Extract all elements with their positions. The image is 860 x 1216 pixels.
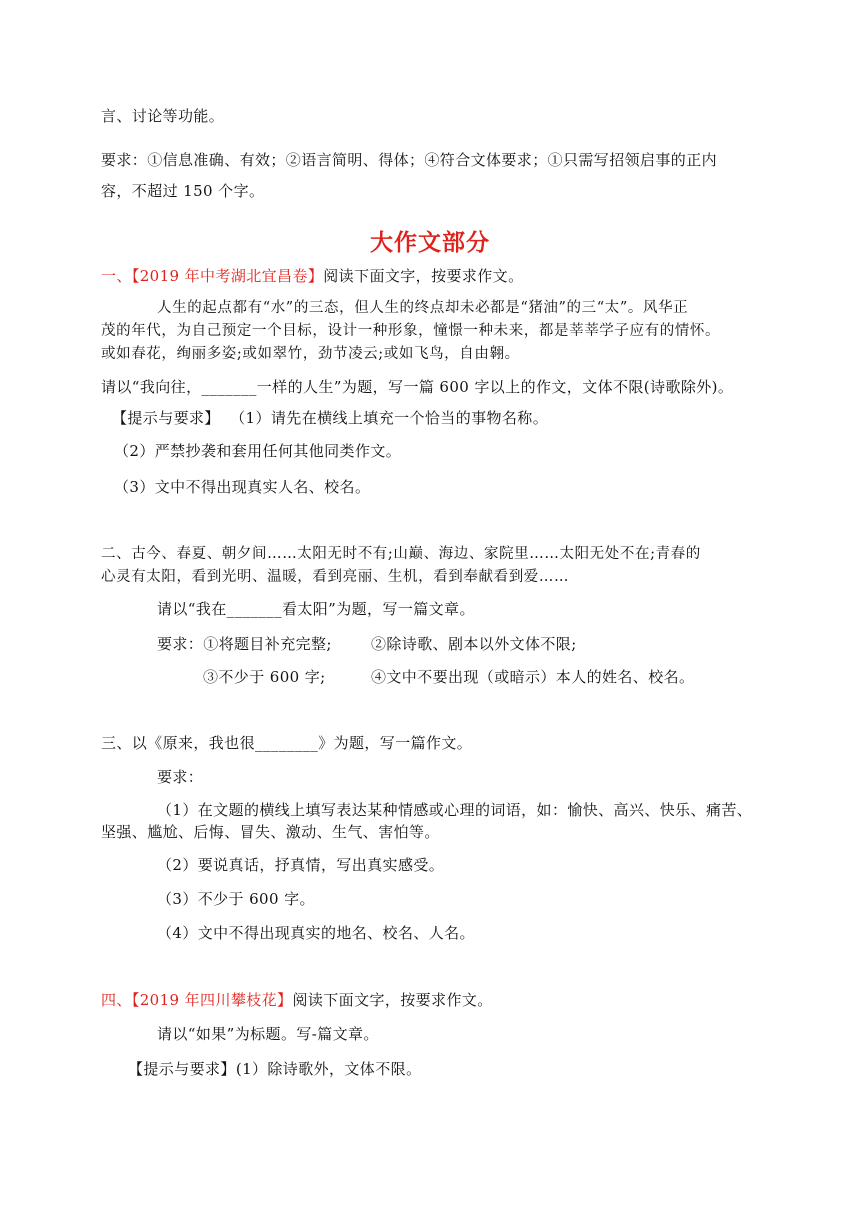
q2-material-line-1: 二、古今、春夏、朝夕间……太阳无时不有;山巅、海边、家院里……太阳无处不在;青春的	[101, 546, 701, 562]
q2-prompt: 请以“我在_______看太阳”为题，写一篇文章。	[157, 600, 475, 618]
q1-instruction: 阅读下面文字，按要求作文。	[323, 267, 524, 285]
q4-number: 四、	[101, 991, 132, 1009]
q4-tips	[128, 1059, 421, 1079]
q1-tip-3: （3）文中不得出现真实人名、校名。	[114, 478, 371, 496]
q3-req-1-line-2: 坚强、尴尬、后悔、冒失、激动、生气、害怕等。	[101, 823, 440, 841]
q1-source: 【2019 年中考湖北宜昌卷】	[131, 267, 324, 285]
q1-tip-2: （2）严禁抄袭和套用任何其他同类作文。	[114, 442, 402, 460]
q1-tip-1: （1）请先在横线上填充一个恰当的事物名称。	[230, 409, 549, 427]
q3-req-label: 要求：	[157, 768, 204, 786]
q2-requirements-row-1	[157, 634, 332, 654]
q2-req-1: ①将题目补充完整;	[203, 635, 332, 653]
intro-requirement-line-1: 要求：①信息准确、有效；②语言简明、得体；④符合文体要求；①只需写招领启事的正内	[101, 151, 718, 169]
q2-req-3: ③不少于 600 字;	[203, 668, 326, 686]
q4-tip-1: (1）除诗歌外，文体不限。	[235, 1060, 422, 1078]
q2-req-2: ②除诗歌、剧本以外文体不限;	[371, 635, 577, 653]
q4-heading	[101, 990, 493, 1010]
q4-instruction: 阅读下面文字，按要求作文。	[292, 991, 493, 1009]
q1-material-line-1: 人生的起点都有“水”的三态，但人生的终点却未必都是“猪油”的三“太”。风华正	[157, 300, 689, 316]
q3-prompt: 三、以《原来，我也很________》为题，写一篇作文。	[101, 734, 473, 752]
q1-number: 一、	[101, 267, 132, 285]
q4-tips-label: 【提示与要求】	[128, 1060, 236, 1078]
q2-material-line-2: 心灵有太阳，看到光明、温暖，看到亮丽、生机，看到奉献看到爱……	[101, 569, 570, 585]
q2-req-label: 要求：	[157, 635, 204, 653]
q1-prompt: 请以“我向往，_______一样的人生”为题，写一篇 600 字以上的作文，文体不限(诗歌除外)。	[101, 378, 734, 396]
q3-req-2: （2）要说真话，抒真情，写出真实感受。	[157, 856, 445, 874]
q1-heading	[101, 266, 523, 286]
q1-tips-line-1	[112, 408, 548, 428]
q3-req-1-line-1: （1）在文题的横线上填写表达某种情感或心理的词语，如：愉快、高兴、快乐、痛苦、	[157, 801, 753, 819]
q1-tips-label: 【提示与要求】	[112, 409, 220, 427]
intro-line: 言、讨论等功能。	[101, 107, 225, 125]
intro-requirement-line-2: 容，不超过 150 个字。	[101, 182, 265, 200]
q4-source: 【2019 年四川攀枝花】	[131, 991, 293, 1009]
q3-req-3: （3）不少于 600 字。	[157, 890, 315, 908]
q1-material-line-2: 茂的年代，为自己预定一个目标，设计一种形象，憧憬一种未来，都是莘莘学子应有的情怀。	[101, 323, 721, 339]
q2-req-4: ④文中不要出现（或暗示）本人的姓名、校名。	[371, 668, 695, 686]
q3-req-4: （4）文中不得出现真实的地名、校名、人名。	[157, 924, 475, 942]
q1-material-line-3: 或如春花，绚丽多姿;或如翠竹，劲节凌云;或如飞鸟，自由翱。	[101, 346, 520, 362]
q4-prompt: 请以“如果”为标题。写-篇文章。	[157, 1025, 379, 1043]
section-title: 大作文部分	[370, 230, 490, 256]
